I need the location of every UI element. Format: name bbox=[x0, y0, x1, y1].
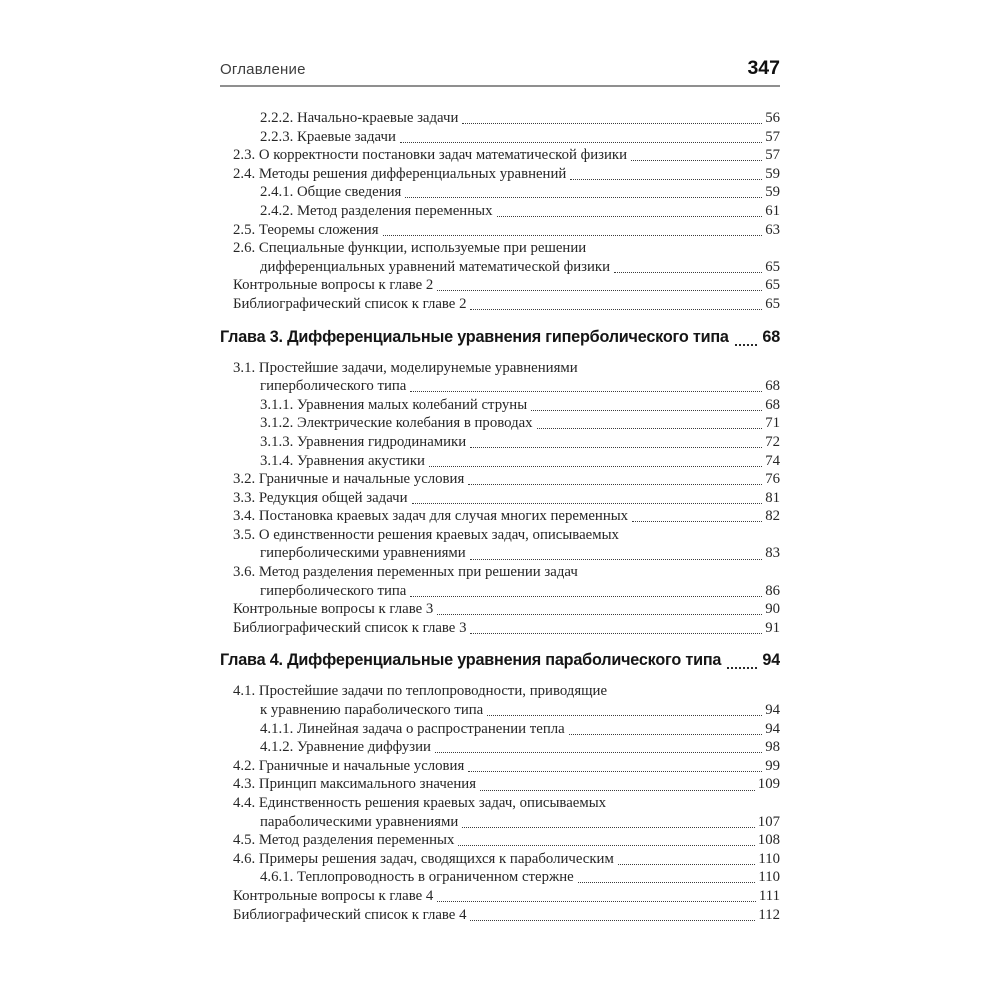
toc-entry-line bbox=[220, 583, 780, 602]
dot-leader bbox=[400, 142, 762, 143]
dot-leader bbox=[470, 633, 762, 634]
dot-leader bbox=[410, 596, 762, 597]
toc-page-number: 81 bbox=[765, 489, 780, 506]
dot-leader bbox=[468, 771, 762, 772]
toc-entry-line bbox=[220, 869, 780, 888]
toc-page-number: 112 bbox=[758, 906, 780, 923]
dot-leader bbox=[578, 882, 756, 883]
toc-entry-text: 4.2. Граничные и начальные условия bbox=[233, 757, 465, 774]
toc-entry-text: 3.1. Простейшие задачи, моделирунемые уравнениями bbox=[233, 359, 578, 376]
toc-entry-text: 4.6.1. Теплопроводность в ограниченном стержне bbox=[260, 869, 574, 886]
dot-leader bbox=[618, 864, 756, 865]
dot-leader bbox=[632, 521, 762, 522]
toc-entry-line bbox=[220, 360, 780, 379]
toc-page-number: 91 bbox=[765, 619, 780, 636]
toc-page-number: 68 bbox=[765, 396, 780, 413]
dot-leader bbox=[537, 428, 763, 429]
toc-entry-text: 3.2. Граничные и начальные условия bbox=[233, 471, 465, 488]
toc-entry-line bbox=[220, 620, 780, 639]
toc-entry-line bbox=[220, 683, 780, 702]
toc-entry-line bbox=[220, 378, 780, 397]
toc-entry-line bbox=[220, 851, 780, 870]
toc-page-number: 68 bbox=[762, 327, 780, 346]
dot-leader bbox=[458, 845, 754, 846]
toc-page-number: 63 bbox=[765, 221, 780, 238]
toc-entry-text: Контрольные вопросы к главе 4 bbox=[233, 887, 434, 904]
toc-entry-text: Библиографический список к главе 3 bbox=[233, 619, 467, 636]
toc-page-number: 61 bbox=[765, 202, 780, 219]
toc-entry-text: Контрольные вопросы к главе 3 bbox=[233, 601, 434, 618]
toc-page-number: 111 bbox=[758, 887, 780, 904]
toc-page-number: 108 bbox=[757, 832, 780, 849]
toc-entry-text: к уравнению параболического типа bbox=[260, 702, 484, 719]
toc-entry-line bbox=[220, 277, 780, 296]
dot-leader bbox=[570, 179, 762, 180]
toc-entry-text: 3.3. Редукция общей задачи bbox=[233, 489, 408, 506]
toc-entry-text: 2.4.1. Общие сведения bbox=[260, 184, 402, 201]
dot-leader bbox=[462, 123, 762, 124]
toc-chapter-title: Глава 3. Дифференциальные уравнения гиперболического типа bbox=[220, 327, 729, 346]
dot-leader bbox=[735, 344, 758, 346]
toc-page-number: 56 bbox=[765, 110, 780, 126]
toc-entry-line bbox=[220, 434, 780, 453]
toc-entry-line bbox=[220, 564, 780, 583]
toc-page-number: 110 bbox=[758, 850, 780, 867]
toc-entry-line bbox=[220, 739, 780, 758]
toc-chapter-heading bbox=[220, 328, 780, 350]
toc-page-number: 94 bbox=[765, 720, 780, 737]
toc-entry-text: Библиографический список к главе 2 bbox=[233, 295, 467, 312]
toc-entry-text: 4.5. Метод разделения переменных bbox=[233, 832, 455, 849]
toc-page-number: 72 bbox=[765, 433, 780, 450]
toc-entry-line bbox=[220, 601, 780, 620]
toc-entry-text: 2.2.3. Краевые задачи bbox=[260, 128, 396, 145]
toc-entry-line bbox=[220, 222, 780, 241]
toc-entry-text: гиперболического типа bbox=[260, 378, 407, 395]
toc-entry-line bbox=[220, 490, 780, 509]
page-header bbox=[220, 0, 780, 80]
toc-entry-text: 4.1.1. Линейная задача о распространении тепла bbox=[260, 720, 565, 737]
dot-leader bbox=[470, 559, 762, 560]
toc-entry-text: 4.3. Принцип максимального значения bbox=[233, 776, 477, 793]
dot-leader bbox=[435, 752, 762, 753]
toc-entry-text: 3.4. Постановка краевых задач для случая многих переменных bbox=[233, 508, 629, 525]
toc-chapter-heading bbox=[220, 651, 780, 673]
dot-leader bbox=[487, 715, 762, 716]
toc-entry-line bbox=[220, 721, 780, 740]
toc-page-number: 110 bbox=[758, 869, 780, 886]
dot-leader bbox=[462, 827, 755, 828]
toc-page-number: 109 bbox=[757, 776, 780, 793]
toc-entry-text: 4.6. Примеры решения задач, сводящихся к параболическим bbox=[233, 850, 614, 867]
toc-page-number: 76 bbox=[765, 471, 780, 488]
toc-entry-text: параболическими уравнениями bbox=[260, 813, 459, 830]
toc-entry-text: дифференциальных уравнений математической физики bbox=[260, 258, 610, 275]
toc-entry-line bbox=[220, 110, 780, 129]
toc-page-number: 94 bbox=[762, 651, 780, 670]
toc-page-number: 83 bbox=[765, 545, 780, 562]
toc-entry-text: 3.1.1. Уравнения малых колебаний струны bbox=[260, 396, 528, 413]
toc-entry-line bbox=[220, 129, 780, 148]
dot-leader bbox=[437, 614, 762, 615]
toc-entry-text: 4.4. Единственность решения краевых задач, описываемых bbox=[233, 795, 607, 811]
toc-entry-line bbox=[220, 147, 780, 166]
toc-page-number: 65 bbox=[765, 258, 780, 275]
book-page bbox=[220, 0, 780, 925]
dot-leader bbox=[531, 410, 762, 411]
dot-leader bbox=[470, 920, 755, 921]
toc-entry-text: 3.6. Метод разделения переменных при решении задач bbox=[233, 564, 578, 581]
dot-leader bbox=[480, 790, 755, 791]
toc-entry-text: 3.1.2. Электрические колебания в проводах bbox=[260, 415, 533, 432]
toc-entry-line bbox=[220, 814, 780, 833]
toc-entry-line bbox=[220, 453, 780, 472]
toc-entry-line bbox=[220, 888, 780, 907]
toc-page-number: 57 bbox=[765, 128, 780, 145]
toc-page-number: 90 bbox=[765, 601, 780, 618]
toc-page-number: 68 bbox=[765, 378, 780, 395]
running-title: Оглавление bbox=[220, 61, 306, 78]
toc-page-number: 65 bbox=[765, 277, 780, 294]
toc-entry-text: 2.6. Специальные функции, используемые при решении bbox=[233, 240, 587, 257]
toc-page-number: 94 bbox=[765, 702, 780, 719]
toc-page-number: 59 bbox=[765, 165, 780, 182]
header-rule bbox=[220, 85, 780, 87]
toc-entry-line bbox=[220, 296, 780, 315]
toc-entry-line bbox=[220, 508, 780, 527]
dot-leader bbox=[470, 309, 762, 310]
toc-entry-line bbox=[220, 397, 780, 416]
dot-leader bbox=[497, 216, 763, 217]
dot-leader bbox=[437, 290, 762, 291]
toc-page-number: 59 bbox=[765, 184, 780, 201]
toc-page-number: 107 bbox=[757, 813, 780, 830]
dot-leader bbox=[412, 503, 763, 504]
toc-page-number: 86 bbox=[765, 582, 780, 599]
toc-page-number: 98 bbox=[765, 739, 780, 756]
toc-entry-line bbox=[220, 471, 780, 490]
toc-chapter-title: Глава 4. Дифференциальные уравнения параболического типа bbox=[220, 651, 722, 670]
dot-leader bbox=[383, 235, 763, 236]
toc-entry-text: 4.1. Простейшие задачи по теплопроводности, приводящие bbox=[233, 683, 608, 700]
toc-page-number: 65 bbox=[765, 295, 780, 312]
dot-leader bbox=[569, 734, 762, 735]
toc-entry-text: 3.5. О единственности решения краевых задач, описываемых bbox=[233, 526, 619, 543]
toc-entry-line bbox=[220, 832, 780, 851]
toc-list bbox=[220, 110, 780, 925]
toc-entry-text: 3.1.3. Уравнения гидродинамики bbox=[260, 433, 467, 450]
dot-leader bbox=[470, 447, 762, 448]
toc-entry-line bbox=[220, 240, 780, 259]
toc-page-number: 71 bbox=[765, 415, 780, 432]
toc-entry-line bbox=[220, 795, 780, 814]
toc-entry-line bbox=[220, 259, 780, 278]
folio-page-number: 347 bbox=[747, 57, 780, 79]
toc-entry-line bbox=[220, 702, 780, 721]
toc-entry-line bbox=[220, 545, 780, 564]
toc-entry-text: 2.5. Теоремы сложения bbox=[233, 221, 379, 238]
toc-entry-line bbox=[220, 776, 780, 795]
toc-page-number: 82 bbox=[765, 508, 780, 525]
toc-entry-text: 2.4.2. Метод разделения переменных bbox=[260, 202, 493, 219]
toc-page-number: 99 bbox=[765, 757, 780, 774]
dot-leader bbox=[468, 484, 762, 485]
toc-entry-line bbox=[220, 184, 780, 203]
toc-entry-line bbox=[220, 415, 780, 434]
toc-entry-line bbox=[220, 527, 780, 546]
dot-leader bbox=[405, 197, 762, 198]
toc-entry-line bbox=[220, 166, 780, 185]
dot-leader bbox=[614, 272, 762, 273]
toc-entry-text: 4.1.2. Уравнение диффузии bbox=[260, 739, 431, 756]
toc-entry-text: 2.4. Методы решения дифференциальных уравнений bbox=[233, 165, 567, 182]
toc-entry-text: 2.3. О корректности постановки задач математической физики bbox=[233, 147, 628, 164]
toc-entry-line bbox=[220, 203, 780, 222]
toc-entry-text: гиперболическими уравнениями bbox=[260, 545, 466, 562]
dot-leader bbox=[429, 466, 762, 467]
dot-leader bbox=[437, 901, 756, 902]
toc-entry-text: 2.2.2. Начально-краевые задачи bbox=[260, 110, 459, 126]
toc-entry-text: Библиографический список к главе 4 bbox=[233, 906, 467, 923]
toc-entry-line bbox=[220, 907, 780, 926]
toc-entry-line bbox=[220, 758, 780, 777]
dot-leader bbox=[727, 667, 757, 669]
dot-leader bbox=[631, 160, 762, 161]
toc-entry-text: 3.1.4. Уравнения акустики bbox=[260, 452, 425, 469]
toc-page-number: 74 bbox=[765, 452, 780, 469]
dot-leader bbox=[410, 391, 762, 392]
toc-page-number: 57 bbox=[765, 147, 780, 164]
toc-entry-text: Контрольные вопросы к главе 2 bbox=[233, 277, 434, 294]
toc-entry-text: гиперболического типа bbox=[260, 582, 407, 599]
